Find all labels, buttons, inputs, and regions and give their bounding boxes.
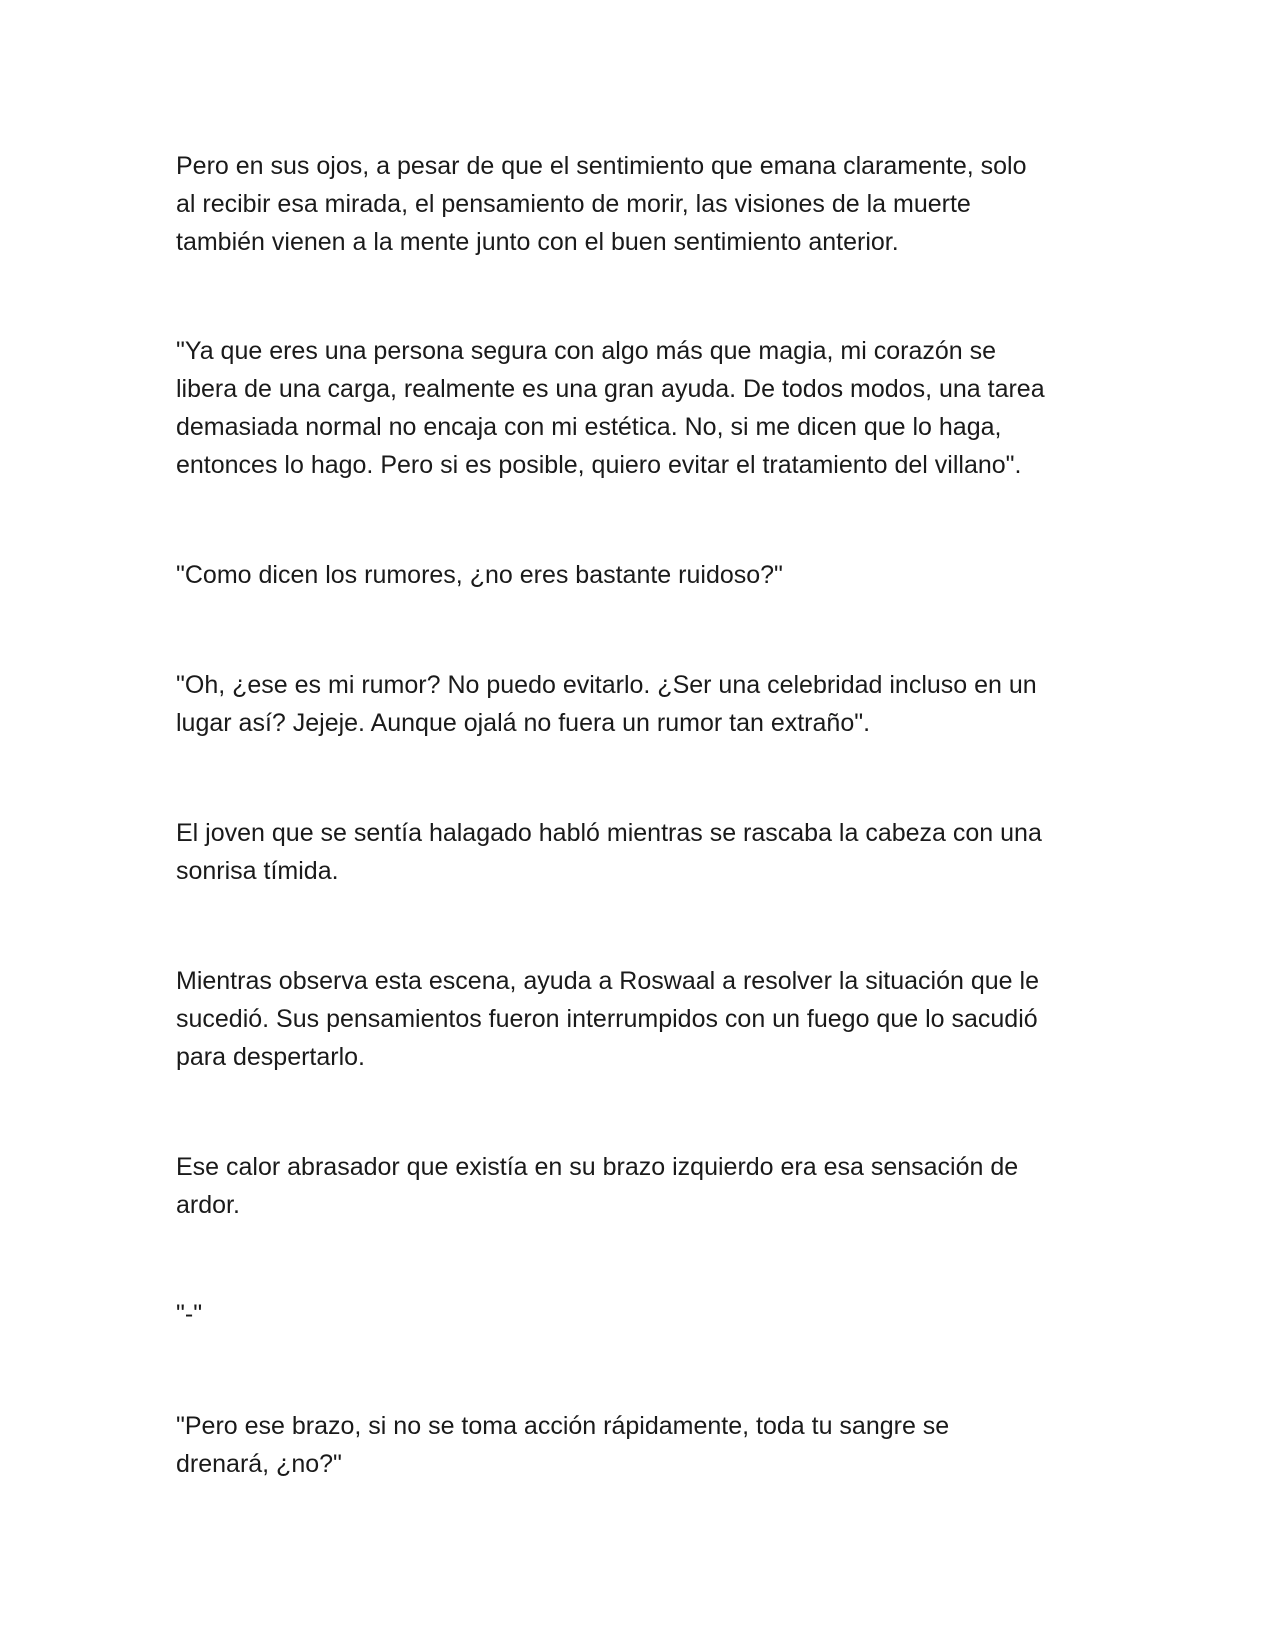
paragraph (176, 332, 1106, 484)
text-line: sonrisa tímida. (176, 857, 339, 885)
text-line: "Como dicen los rumores, ¿no eres bastante ruidoso?" (176, 561, 783, 589)
text-line: "-" (176, 1300, 203, 1328)
text-line: Pero en sus ojos, a pesar de que el sentimiento que emana claramente, solo (176, 152, 1027, 180)
text-line: Mientras observa esta escena, ayuda a Roswaal a resolver la situación que le (176, 967, 1039, 995)
paragraph (176, 556, 1106, 594)
paragraph (176, 962, 1106, 1076)
text-line: Ese calor abrasador que existía en su brazo izquierdo era esa sensación de (176, 1153, 1019, 1181)
paragraph (176, 814, 1106, 890)
text-line: "Ya que eres una persona segura con algo más que magia, mi corazón se (176, 337, 997, 365)
paragraph (176, 1148, 1106, 1224)
paragraph (176, 1407, 1106, 1483)
text-line: ardor. (176, 1191, 240, 1219)
text-line: sucedió. Sus pensamientos fueron interrumpidos con un fuego que lo sacudió (176, 1005, 1038, 1033)
text-line: también vienen a la mente junto con el buen sentimiento anterior. (176, 228, 899, 256)
text-line: "Pero ese brazo, si no se toma acción rápidamente, toda tu sangre se (176, 1412, 950, 1440)
text-line: "Oh, ¿ese es mi rumor? No puedo evitarlo. ¿Ser una celebridad incluso en un (176, 671, 1037, 699)
paragraph (176, 147, 1106, 261)
text-line: demasiada normal no encaja con mi estética. No, si me dicen que lo haga, (176, 413, 1002, 441)
text-line: para despertarlo. (176, 1043, 366, 1071)
text-line: drenará, ¿no?" (176, 1450, 342, 1478)
text-line: El joven que se sentía halagado habló mientras se rascaba la cabeza con una (176, 819, 1042, 847)
text-line: entonces lo hago. Pero si es posible, quiero evitar el tratamiento del villano". (176, 451, 1022, 479)
text-line: libera de una carga, realmente es una gran ayuda. De todos modos, una tarea (176, 375, 1045, 403)
text-line: al recibir esa mirada, el pensamiento de morir, las visiones de la muerte (176, 190, 971, 218)
paragraph (176, 666, 1106, 742)
text-line: lugar así? Jejeje. Aunque ojalá no fuera un rumor tan extraño". (176, 709, 871, 737)
paragraph (176, 1295, 1106, 1333)
